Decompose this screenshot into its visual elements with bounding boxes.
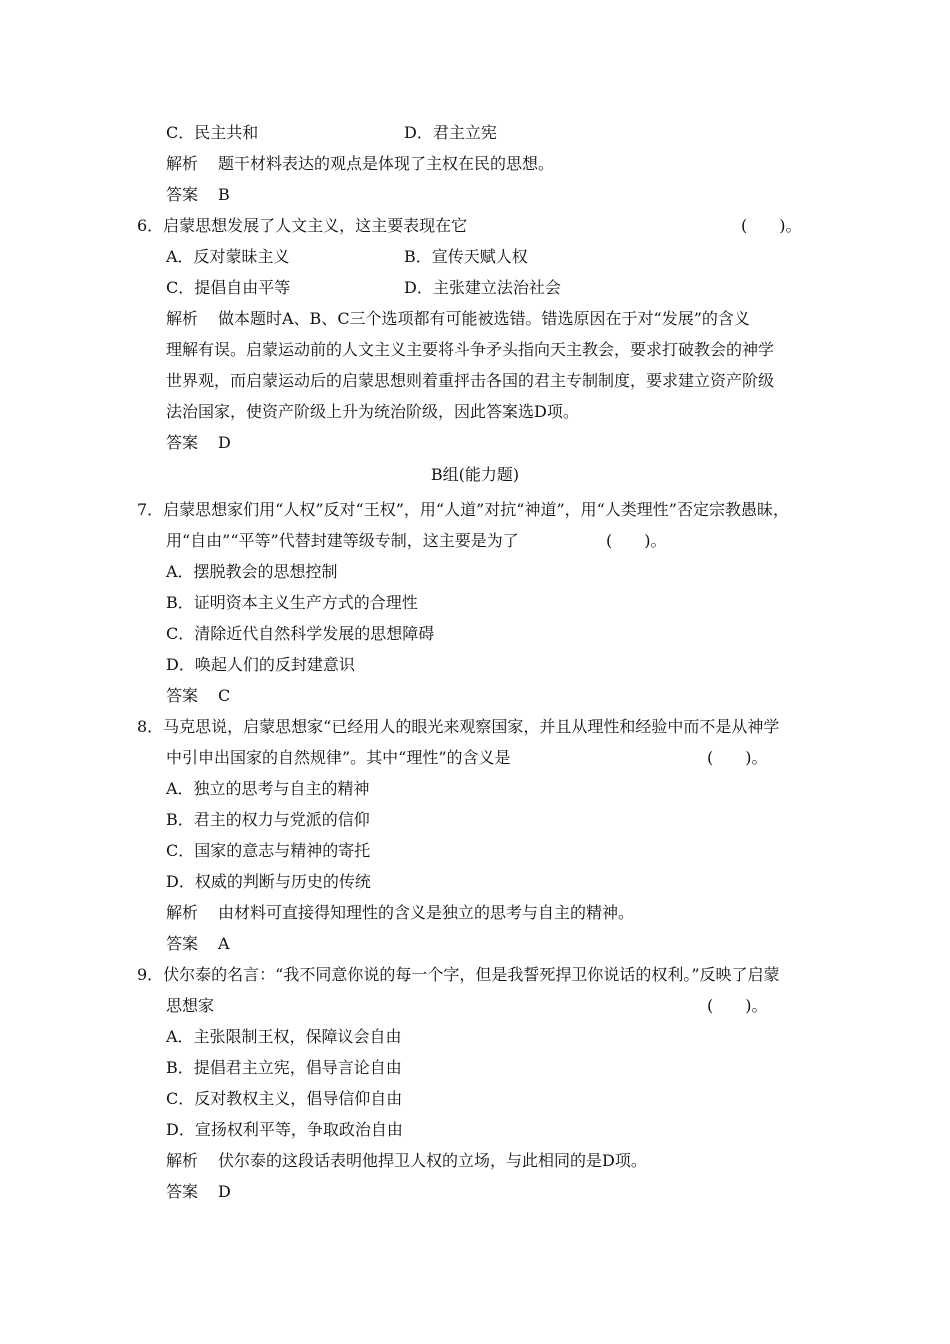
q9-answer-blank: ( )。 bbox=[707, 996, 768, 1015]
analysis-label: 解析 bbox=[166, 154, 199, 173]
q5-analysis-text: 题干材料表达的观点是体现了主权在民的思想。 bbox=[218, 154, 555, 173]
q6-analysis-line: 理解有误。启蒙运动前的人文主义主要将斗争矛头指向天主教会，要求打破教会的神学 bbox=[166, 340, 775, 359]
q5-answer-value: B bbox=[218, 185, 230, 204]
q6-option-d: D．主张建立法治社会 bbox=[404, 278, 561, 297]
q8-option-c: C．国家的意志与精神的寄托 bbox=[166, 841, 371, 860]
analysis-label: 解析 bbox=[166, 1151, 199, 1170]
q6-analysis-line: 做本题时A、B、C三个选项都有可能被选错。错选原因在于对“发展”的含义 bbox=[218, 309, 750, 328]
q8-stem-line-2: 中引申出国家的自然规律”。其中“理性”的含义是 bbox=[166, 748, 511, 767]
answer-label: 答案 bbox=[166, 433, 199, 452]
q9-analysis-text: 伏尔泰的这段话表明他捍卫人权的立场，与此相同的是D项。 bbox=[218, 1151, 647, 1170]
q7-stem-line-1: 7．启蒙思想家们用“人权”反对“王权”，用“人道”对抗“神道”，用“人类理性”否定宗教愚昧， bbox=[137, 500, 789, 519]
answer-label: 答案 bbox=[166, 1182, 199, 1201]
q8-answer bbox=[166, 934, 230, 954]
q9-stem-line-1: 9．伏尔泰的名言：“我不同意你说的每一个字，但是我誓死捍卫你说话的权利。”反映了启蒙 bbox=[137, 965, 780, 984]
q6-analysis bbox=[166, 309, 750, 329]
q9-answer bbox=[166, 1182, 231, 1202]
q8-answer-value: A bbox=[218, 934, 230, 953]
q9-answer-value: D bbox=[218, 1182, 231, 1201]
q7-stem-line-2: 用“自由”“平等”代替封建等级专制，这主要是为了 bbox=[166, 531, 519, 550]
q9-option-a: A．主张限制王权，保障议会自由 bbox=[166, 1027, 402, 1046]
analysis-label: 解析 bbox=[166, 309, 199, 328]
q6-answer-blank: ( )。 bbox=[741, 216, 802, 235]
q9-analysis bbox=[166, 1151, 647, 1171]
section-heading: B组(能力题) bbox=[430, 465, 520, 484]
q6-option-c: C．提倡自由平等 bbox=[166, 278, 291, 297]
q5-answer bbox=[166, 185, 230, 205]
q6-stem: 6．启蒙思想发展了人文主义，这主要表现在它 bbox=[137, 216, 468, 235]
q7-answer-value: C bbox=[218, 686, 231, 705]
analysis-label: 解析 bbox=[166, 903, 199, 922]
q8-option-d: D．权威的判断与历史的传统 bbox=[166, 872, 371, 891]
q7-option-b: B．证明资本主义生产方式的合理性 bbox=[166, 593, 418, 612]
q7-option-a: A．摆脱教会的思想控制 bbox=[166, 562, 338, 581]
q5-option-d: D．君主立宪 bbox=[404, 123, 497, 142]
q6-answer-value: D bbox=[218, 433, 231, 452]
q9-option-c: C．反对教权主义，倡导信仰自由 bbox=[166, 1089, 403, 1108]
q8-option-a: A．独立的思考与自主的精神 bbox=[166, 779, 370, 798]
answer-label: 答案 bbox=[166, 185, 199, 204]
q5-option-c: C．民主共和 bbox=[166, 123, 259, 142]
q7-answer-blank: ( )。 bbox=[606, 531, 667, 550]
q6-analysis-line: 法治国家，使资产阶级上升为统治阶级，因此答案选D项。 bbox=[166, 402, 579, 421]
q9-stem-line-2: 思想家 bbox=[166, 996, 215, 1015]
q8-analysis-text: 由材料可直接得知理性的含义是独立的思考与自主的精神。 bbox=[218, 903, 635, 922]
q9-option-d: D．宣扬权利平等，争取政治自由 bbox=[166, 1120, 403, 1139]
q6-answer bbox=[166, 433, 231, 453]
answer-label: 答案 bbox=[166, 934, 199, 953]
q6-option-b: B．宣传天赋人权 bbox=[404, 247, 528, 266]
q8-option-b: B．君主的权力与党派的信仰 bbox=[166, 810, 370, 829]
q8-answer-blank: ( )。 bbox=[707, 748, 768, 767]
q9-option-b: B．提倡君主立宪，倡导言论自由 bbox=[166, 1058, 402, 1077]
q6-analysis-line: 世界观，而启蒙运动后的启蒙思想则着重抨击各国的君主专制制度，要求建立资产阶级 bbox=[166, 371, 775, 390]
q5-analysis bbox=[166, 154, 554, 174]
q7-answer bbox=[166, 686, 230, 706]
q6-option-a: A．反对蒙昧主义 bbox=[166, 247, 290, 266]
q7-option-d: D．唤起人们的反封建意识 bbox=[166, 655, 355, 674]
q8-analysis bbox=[166, 903, 634, 923]
answer-label: 答案 bbox=[166, 686, 199, 705]
q7-option-c: C．清除近代自然科学发展的思想障碍 bbox=[166, 624, 435, 643]
q8-stem-line-1: 8．马克思说，启蒙思想家“已经用人的眼光来观察国家，并且从理性和经验中而不是从神学 bbox=[137, 717, 780, 736]
